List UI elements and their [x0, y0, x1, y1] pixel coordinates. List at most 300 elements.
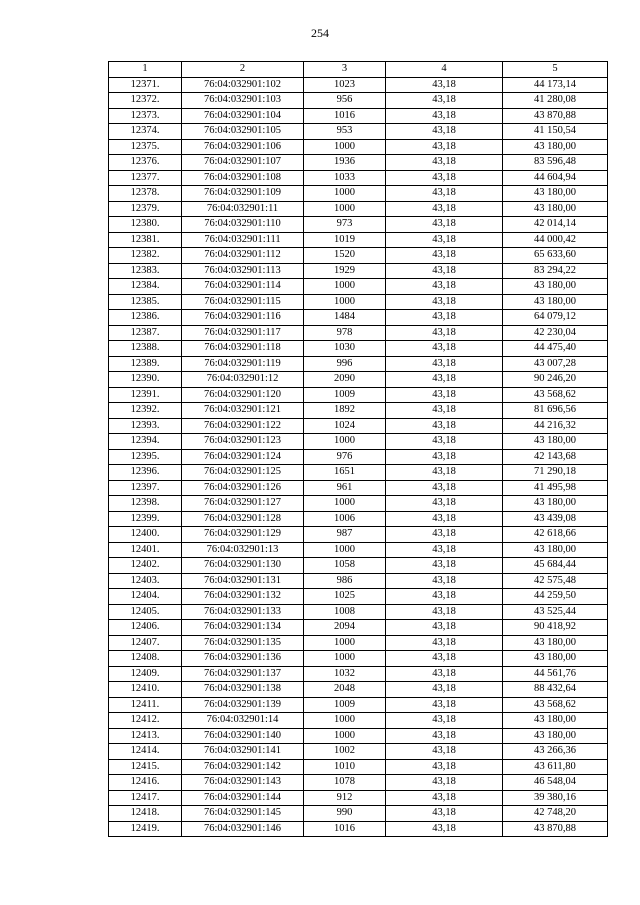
- area-cell: 1030: [304, 341, 386, 357]
- amount-cell: 42 230,04: [503, 325, 608, 341]
- table-row: [109, 248, 608, 264]
- cadastral-number-cell: 76:04:032901:116: [182, 310, 304, 326]
- area-cell: 1520: [304, 248, 386, 264]
- amount-cell: 43 180,00: [503, 542, 608, 558]
- amount-cell: 43 870,88: [503, 108, 608, 124]
- row-number-cell: 12411.: [109, 697, 182, 713]
- cadastral-number-cell: 76:04:032901:133: [182, 604, 304, 620]
- area-cell: 1000: [304, 201, 386, 217]
- area-cell: 1016: [304, 821, 386, 837]
- area-cell: 1484: [304, 310, 386, 326]
- table-row: [109, 310, 608, 326]
- rate-cell: 43,18: [386, 449, 503, 465]
- column-header-2: 2: [182, 62, 304, 78]
- amount-cell: 44 000,42: [503, 232, 608, 248]
- table-row: [109, 232, 608, 248]
- rate-cell: 43,18: [386, 806, 503, 822]
- table-row: [109, 682, 608, 698]
- table-row: [109, 124, 608, 140]
- area-cell: 1002: [304, 744, 386, 760]
- row-number-cell: 12375.: [109, 139, 182, 155]
- table-row: [109, 372, 608, 388]
- table-row: [109, 186, 608, 202]
- amount-cell: 43 266,36: [503, 744, 608, 760]
- amount-cell: 43 568,62: [503, 697, 608, 713]
- area-cell: 1010: [304, 759, 386, 775]
- table-row: [109, 666, 608, 682]
- table-row: [109, 806, 608, 822]
- amount-cell: 41 150,54: [503, 124, 608, 140]
- rate-cell: 43,18: [386, 418, 503, 434]
- row-number-cell: 12393.: [109, 418, 182, 434]
- cadastral-number-cell: 76:04:032901:144: [182, 790, 304, 806]
- rate-cell: 43,18: [386, 527, 503, 543]
- rate-cell: 43,18: [386, 542, 503, 558]
- area-cell: 976: [304, 449, 386, 465]
- amount-cell: 41 495,98: [503, 480, 608, 496]
- row-number-cell: 12381.: [109, 232, 182, 248]
- row-number-cell: 12373.: [109, 108, 182, 124]
- amount-cell: 43 568,62: [503, 387, 608, 403]
- cadastral-number-cell: 76:04:032901:115: [182, 294, 304, 310]
- table-row: [109, 418, 608, 434]
- row-number-cell: 12414.: [109, 744, 182, 760]
- area-cell: 1033: [304, 170, 386, 186]
- row-number-cell: 12408.: [109, 651, 182, 667]
- rate-cell: 43,18: [386, 713, 503, 729]
- amount-cell: 88 432,64: [503, 682, 608, 698]
- row-number-cell: 12395.: [109, 449, 182, 465]
- row-number-cell: 12376.: [109, 155, 182, 171]
- amount-cell: 39 380,16: [503, 790, 608, 806]
- cadastral-number-cell: 76:04:032901:104: [182, 108, 304, 124]
- row-number-cell: 12418.: [109, 806, 182, 822]
- table-row: [109, 558, 608, 574]
- area-cell: 1058: [304, 558, 386, 574]
- rate-cell: 43,18: [386, 697, 503, 713]
- rate-cell: 43,18: [386, 217, 503, 233]
- rate-cell: 43,18: [386, 496, 503, 512]
- amount-cell: 42 575,48: [503, 573, 608, 589]
- area-cell: 1000: [304, 186, 386, 202]
- row-number-cell: 12392.: [109, 403, 182, 419]
- amount-cell: 83 596,48: [503, 155, 608, 171]
- cadastral-number-cell: 76:04:032901:110: [182, 217, 304, 233]
- table-row: [109, 651, 608, 667]
- area-cell: 961: [304, 480, 386, 496]
- row-number-cell: 12379.: [109, 201, 182, 217]
- rate-cell: 43,18: [386, 666, 503, 682]
- cadastral-number-cell: 76:04:032901:13: [182, 542, 304, 558]
- row-number-cell: 12413.: [109, 728, 182, 744]
- amount-cell: 42 014,14: [503, 217, 608, 233]
- cadastral-number-cell: 76:04:032901:141: [182, 744, 304, 760]
- cadastral-number-cell: 76:04:032901:127: [182, 496, 304, 512]
- amount-cell: 42 618,66: [503, 527, 608, 543]
- amount-cell: 43 180,00: [503, 201, 608, 217]
- table-row: [109, 589, 608, 605]
- cadastral-number-cell: 76:04:032901:14: [182, 713, 304, 729]
- cadastral-number-cell: 76:04:032901:125: [182, 465, 304, 481]
- area-cell: 2048: [304, 682, 386, 698]
- amount-cell: 41 280,08: [503, 93, 608, 109]
- cadastral-number-cell: 76:04:032901:106: [182, 139, 304, 155]
- amount-cell: 43 180,00: [503, 139, 608, 155]
- rate-cell: 43,18: [386, 558, 503, 574]
- table-row: [109, 217, 608, 233]
- cadastral-number-cell: 76:04:032901:118: [182, 341, 304, 357]
- row-number-cell: 12405.: [109, 604, 182, 620]
- rate-cell: 43,18: [386, 248, 503, 264]
- row-number-cell: 12386.: [109, 310, 182, 326]
- row-number-cell: 12372.: [109, 93, 182, 109]
- rate-cell: 43,18: [386, 372, 503, 388]
- table-header-row: [109, 62, 608, 78]
- table-row: [109, 93, 608, 109]
- amount-cell: 44 604,94: [503, 170, 608, 186]
- cadastral-number-cell: 76:04:032901:132: [182, 589, 304, 605]
- row-number-cell: 12401.: [109, 542, 182, 558]
- cadastral-number-cell: 76:04:032901:121: [182, 403, 304, 419]
- table-row: [109, 744, 608, 760]
- area-cell: 1016: [304, 108, 386, 124]
- table-row: [109, 604, 608, 620]
- row-number-cell: 12402.: [109, 558, 182, 574]
- area-cell: 1000: [304, 279, 386, 295]
- cadastral-number-cell: 76:04:032901:114: [182, 279, 304, 295]
- row-number-cell: 12387.: [109, 325, 182, 341]
- amount-cell: 83 294,22: [503, 263, 608, 279]
- amount-cell: 44 216,32: [503, 418, 608, 434]
- rate-cell: 43,18: [386, 124, 503, 140]
- cadastral-number-cell: 76:04:032901:102: [182, 77, 304, 93]
- area-cell: 1000: [304, 294, 386, 310]
- amount-cell: 42 748,20: [503, 806, 608, 822]
- row-number-cell: 12380.: [109, 217, 182, 233]
- cadastral-number-cell: 76:04:032901:123: [182, 434, 304, 450]
- row-number-cell: 12404.: [109, 589, 182, 605]
- rate-cell: 43,18: [386, 201, 503, 217]
- rate-cell: 43,18: [386, 434, 503, 450]
- area-cell: 987: [304, 527, 386, 543]
- amount-cell: 90 246,20: [503, 372, 608, 388]
- amount-cell: 44 561,76: [503, 666, 608, 682]
- amount-cell: 43 007,28: [503, 356, 608, 372]
- row-number-cell: 12394.: [109, 434, 182, 450]
- rate-cell: 43,18: [386, 511, 503, 527]
- area-cell: 1000: [304, 635, 386, 651]
- amount-cell: 43 180,00: [503, 713, 608, 729]
- table-row: [109, 465, 608, 481]
- row-number-cell: 12398.: [109, 496, 182, 512]
- table-row: [109, 480, 608, 496]
- rate-cell: 43,18: [386, 139, 503, 155]
- table-row: [109, 821, 608, 837]
- rate-cell: 43,18: [386, 480, 503, 496]
- amount-cell: 43 180,00: [503, 434, 608, 450]
- area-cell: 1929: [304, 263, 386, 279]
- row-number-cell: 12416.: [109, 775, 182, 791]
- area-cell: 912: [304, 790, 386, 806]
- row-number-cell: 12419.: [109, 821, 182, 837]
- table-row: [109, 155, 608, 171]
- table-row: [109, 341, 608, 357]
- row-number-cell: 12384.: [109, 279, 182, 295]
- area-cell: 1006: [304, 511, 386, 527]
- cadastral-number-cell: 76:04:032901:139: [182, 697, 304, 713]
- table-row: [109, 790, 608, 806]
- column-header-5: 5: [503, 62, 608, 78]
- cadastral-number-cell: 76:04:032901:140: [182, 728, 304, 744]
- area-cell: 1000: [304, 434, 386, 450]
- table-row: [109, 759, 608, 775]
- table-row: [109, 434, 608, 450]
- amount-cell: 46 548,04: [503, 775, 608, 791]
- rate-cell: 43,18: [386, 294, 503, 310]
- amount-cell: 45 684,44: [503, 558, 608, 574]
- area-cell: 1000: [304, 728, 386, 744]
- rate-cell: 43,18: [386, 759, 503, 775]
- cadastral-number-cell: 76:04:032901:136: [182, 651, 304, 667]
- column-header-3: 3: [304, 62, 386, 78]
- cadastral-number-cell: 76:04:032901:12: [182, 372, 304, 388]
- rate-cell: 43,18: [386, 635, 503, 651]
- cadastral-number-cell: 76:04:032901:145: [182, 806, 304, 822]
- area-cell: 1000: [304, 713, 386, 729]
- amount-cell: 71 290,18: [503, 465, 608, 481]
- table-row: [109, 170, 608, 186]
- row-number-cell: 12417.: [109, 790, 182, 806]
- row-number-cell: 12390.: [109, 372, 182, 388]
- rate-cell: 43,18: [386, 341, 503, 357]
- area-cell: 1008: [304, 604, 386, 620]
- table-row: [109, 713, 608, 729]
- cadastral-number-cell: 76:04:032901:131: [182, 573, 304, 589]
- rate-cell: 43,18: [386, 620, 503, 636]
- row-number-cell: 12407.: [109, 635, 182, 651]
- row-number-cell: 12389.: [109, 356, 182, 372]
- rate-cell: 43,18: [386, 589, 503, 605]
- amount-cell: 42 143,68: [503, 449, 608, 465]
- area-cell: 1009: [304, 697, 386, 713]
- cadastral-number-cell: 76:04:032901:137: [182, 666, 304, 682]
- row-number-cell: 12412.: [109, 713, 182, 729]
- row-number-cell: 12388.: [109, 341, 182, 357]
- amount-cell: 44 173,14: [503, 77, 608, 93]
- area-cell: 1892: [304, 403, 386, 419]
- rate-cell: 43,18: [386, 465, 503, 481]
- area-cell: 1000: [304, 139, 386, 155]
- area-cell: 978: [304, 325, 386, 341]
- rate-cell: 43,18: [386, 403, 503, 419]
- area-cell: 1000: [304, 542, 386, 558]
- cadastral-number-cell: 76:04:032901:119: [182, 356, 304, 372]
- data-table: [108, 61, 608, 837]
- area-cell: 2090: [304, 372, 386, 388]
- rate-cell: 43,18: [386, 325, 503, 341]
- amount-cell: 43 870,88: [503, 821, 608, 837]
- table-row: [109, 201, 608, 217]
- page-number: 254: [311, 26, 329, 40]
- table-row: [109, 775, 608, 791]
- area-cell: 1009: [304, 387, 386, 403]
- area-cell: 1078: [304, 775, 386, 791]
- row-number-cell: 12371.: [109, 77, 182, 93]
- cadastral-number-cell: 76:04:032901:142: [182, 759, 304, 775]
- cadastral-number-cell: 76:04:032901:111: [182, 232, 304, 248]
- cadastral-number-cell: 76:04:032901:126: [182, 480, 304, 496]
- row-number-cell: 12383.: [109, 263, 182, 279]
- row-number-cell: 12396.: [109, 465, 182, 481]
- row-number-cell: 12400.: [109, 527, 182, 543]
- cadastral-number-cell: 76:04:032901:135: [182, 635, 304, 651]
- table-row: [109, 635, 608, 651]
- area-cell: 1032: [304, 666, 386, 682]
- table-row: [109, 697, 608, 713]
- cadastral-number-cell: 76:04:032901:138: [182, 682, 304, 698]
- row-number-cell: 12403.: [109, 573, 182, 589]
- cadastral-number-cell: 76:04:032901:143: [182, 775, 304, 791]
- amount-cell: 43 180,00: [503, 496, 608, 512]
- cadastral-number-cell: 76:04:032901:107: [182, 155, 304, 171]
- area-cell: 1651: [304, 465, 386, 481]
- amount-cell: 43 525,44: [503, 604, 608, 620]
- area-cell: 996: [304, 356, 386, 372]
- area-cell: 1024: [304, 418, 386, 434]
- table-row: [109, 496, 608, 512]
- rate-cell: 43,18: [386, 573, 503, 589]
- rate-cell: 43,18: [386, 232, 503, 248]
- amount-cell: 44 259,50: [503, 589, 608, 605]
- row-number-cell: 12377.: [109, 170, 182, 186]
- cadastral-number-cell: 76:04:032901:109: [182, 186, 304, 202]
- rate-cell: 43,18: [386, 728, 503, 744]
- table-row: [109, 449, 608, 465]
- row-number-cell: 12385.: [109, 294, 182, 310]
- amount-cell: 43 180,00: [503, 651, 608, 667]
- table-row: [109, 77, 608, 93]
- amount-cell: 64 079,12: [503, 310, 608, 326]
- row-number-cell: 12409.: [109, 666, 182, 682]
- rate-cell: 43,18: [386, 170, 503, 186]
- rate-cell: 43,18: [386, 682, 503, 698]
- area-cell: 990: [304, 806, 386, 822]
- cadastral-number-cell: 76:04:032901:124: [182, 449, 304, 465]
- amount-cell: 43 611,80: [503, 759, 608, 775]
- area-cell: 1025: [304, 589, 386, 605]
- row-number-cell: 12382.: [109, 248, 182, 264]
- area-cell: 986: [304, 573, 386, 589]
- table-row: [109, 573, 608, 589]
- rate-cell: 43,18: [386, 279, 503, 295]
- cadastral-number-cell: 76:04:032901:105: [182, 124, 304, 140]
- table-row: [109, 527, 608, 543]
- table-row: [109, 263, 608, 279]
- rate-cell: 43,18: [386, 604, 503, 620]
- area-cell: 1000: [304, 651, 386, 667]
- amount-cell: 43 180,00: [503, 279, 608, 295]
- area-cell: 956: [304, 93, 386, 109]
- row-number-cell: 12406.: [109, 620, 182, 636]
- table-row: [109, 387, 608, 403]
- table-body: [109, 77, 608, 837]
- rate-cell: 43,18: [386, 108, 503, 124]
- row-number-cell: 12399.: [109, 511, 182, 527]
- rate-cell: 43,18: [386, 356, 503, 372]
- table-row: [109, 511, 608, 527]
- rate-cell: 43,18: [386, 775, 503, 791]
- cadastral-number-cell: 76:04:032901:11: [182, 201, 304, 217]
- cadastral-number-cell: 76:04:032901:122: [182, 418, 304, 434]
- rate-cell: 43,18: [386, 77, 503, 93]
- amount-cell: 90 418,92: [503, 620, 608, 636]
- amount-cell: 43 180,00: [503, 186, 608, 202]
- amount-cell: 43 180,00: [503, 728, 608, 744]
- table-row: [109, 620, 608, 636]
- table-row: [109, 139, 608, 155]
- amount-cell: 44 475,40: [503, 341, 608, 357]
- table-row: [109, 403, 608, 419]
- cadastral-number-cell: 76:04:032901:113: [182, 263, 304, 279]
- row-number-cell: 12374.: [109, 124, 182, 140]
- area-cell: 1023: [304, 77, 386, 93]
- amount-cell: 43 180,00: [503, 294, 608, 310]
- area-cell: 1000: [304, 496, 386, 512]
- rate-cell: 43,18: [386, 155, 503, 171]
- column-header-4: 4: [386, 62, 503, 78]
- rate-cell: 43,18: [386, 93, 503, 109]
- table-row: [109, 294, 608, 310]
- rate-cell: 43,18: [386, 744, 503, 760]
- amount-cell: 65 633,60: [503, 248, 608, 264]
- row-number-cell: 12391.: [109, 387, 182, 403]
- table-row: [109, 542, 608, 558]
- column-header-1: 1: [109, 62, 182, 78]
- area-cell: 973: [304, 217, 386, 233]
- row-number-cell: 12410.: [109, 682, 182, 698]
- cadastral-number-cell: 76:04:032901:117: [182, 325, 304, 341]
- table-row: [109, 325, 608, 341]
- cadastral-number-cell: 76:04:032901:134: [182, 620, 304, 636]
- amount-cell: 43 439,08: [503, 511, 608, 527]
- table-row: [109, 728, 608, 744]
- cadastral-number-cell: 76:04:032901:128: [182, 511, 304, 527]
- area-cell: 953: [304, 124, 386, 140]
- cadastral-number-cell: 76:04:032901:130: [182, 558, 304, 574]
- rate-cell: 43,18: [386, 651, 503, 667]
- row-number-cell: 12415.: [109, 759, 182, 775]
- cadastral-number-cell: 76:04:032901:129: [182, 527, 304, 543]
- area-cell: 2094: [304, 620, 386, 636]
- rate-cell: 43,18: [386, 821, 503, 837]
- cadastral-number-cell: 76:04:032901:103: [182, 93, 304, 109]
- rate-cell: 43,18: [386, 263, 503, 279]
- amount-cell: 43 180,00: [503, 635, 608, 651]
- rate-cell: 43,18: [386, 186, 503, 202]
- table-row: [109, 108, 608, 124]
- table-row: [109, 279, 608, 295]
- cadastral-number-cell: 76:04:032901:146: [182, 821, 304, 837]
- table-row: [109, 356, 608, 372]
- row-number-cell: 12397.: [109, 480, 182, 496]
- rate-cell: 43,18: [386, 790, 503, 806]
- rate-cell: 43,18: [386, 387, 503, 403]
- amount-cell: 81 696,56: [503, 403, 608, 419]
- area-cell: 1019: [304, 232, 386, 248]
- row-number-cell: 12378.: [109, 186, 182, 202]
- cadastral-number-cell: 76:04:032901:108: [182, 170, 304, 186]
- area-cell: 1936: [304, 155, 386, 171]
